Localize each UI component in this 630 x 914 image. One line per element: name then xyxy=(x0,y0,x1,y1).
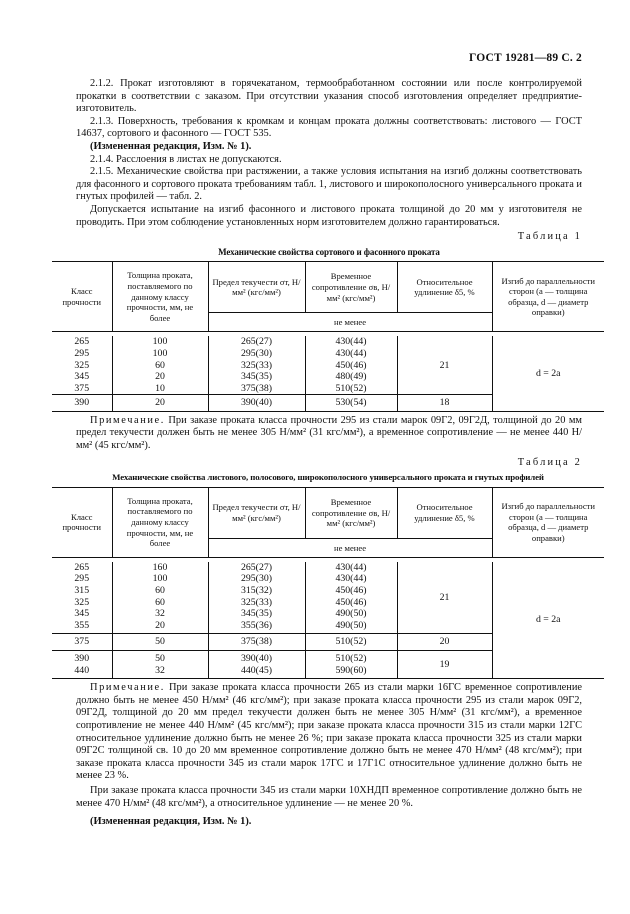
col-thickness-header: Толщина проката, поставляемого по данному классу прочности, мм, не более xyxy=(112,262,208,332)
cell-thickness: 160 xyxy=(112,562,208,574)
col-tensile-header: Временное сопротивление σв, Н/мм² (кгс/мм²) xyxy=(305,262,397,313)
cell-class: 315 xyxy=(74,585,90,597)
cell-thickness: 50 xyxy=(112,634,208,651)
cell-thickness: 32 xyxy=(112,608,208,620)
cell-thickness: 60 xyxy=(112,585,208,597)
cell-elongation: 19 xyxy=(397,651,492,679)
table-1-note xyxy=(76,415,582,453)
cell-yield: 345(35) xyxy=(208,608,305,620)
note-label: Примечание. xyxy=(90,682,165,694)
cell-tensile: 490(50) xyxy=(305,608,397,620)
cell-class: 375 xyxy=(74,636,90,648)
cell-tensile: 450(46) xyxy=(305,360,397,372)
cell-yield: 295(30) xyxy=(208,348,305,360)
cell-class: 325 xyxy=(74,596,90,608)
cell-class: 345 xyxy=(74,371,90,383)
cell-thickness: 20 xyxy=(112,620,208,634)
page-header: ГОСТ 19281—89 С. 2 xyxy=(469,52,582,64)
note-label: Примечание. xyxy=(90,414,165,426)
cell-yield: 325(33) xyxy=(208,597,305,609)
cell-class: 295 xyxy=(74,347,90,359)
col-bend-header: Изгиб до параллельности сторон (a — толщина образца, d — диаметр оправки) xyxy=(492,487,604,557)
cell-thickness: 20 xyxy=(112,395,208,412)
note-text: При заказе проката класса прочности 295 из стали марок 09Г2, 09Г2Д, толщиной до 20 мм предел текучести должен быть не менее 305 Н/мм² (31 кгс/мм²), а временное сопротивление — не менее 440 Н/мм² (45 кгс/мм²). xyxy=(76,414,582,452)
cell-yield: 265(27) xyxy=(208,336,305,348)
cell-tensile: 510(52) xyxy=(305,651,397,665)
col-elongation-header: Относительное удлинение δ5, % xyxy=(397,262,492,313)
table-row xyxy=(52,562,604,574)
cell-tensile: 590(60) xyxy=(305,665,397,679)
table-row xyxy=(52,336,604,348)
table-2-caption: Механические свойства листового, полосового, широкополосного универсального проката и гнутых профилей xyxy=(112,472,544,483)
cell-thickness: 100 xyxy=(112,348,208,360)
cell-thickness: 100 xyxy=(112,336,208,348)
cell-thickness: 10 xyxy=(112,383,208,395)
cell-thickness: 50 xyxy=(112,651,208,665)
cell-yield: 295(30) xyxy=(208,573,305,585)
cell-bend: d = 2a xyxy=(492,336,604,411)
cell-tensile: 430(44) xyxy=(305,348,397,360)
cell-yield: 325(33) xyxy=(208,360,305,372)
cell-class: 375 xyxy=(52,383,112,395)
col-yield-header: Предел текучести σт, Н/мм² (кгс/мм²) xyxy=(208,487,305,538)
table-2-number: Таблица 2 xyxy=(517,456,582,468)
table-1-caption: Механические свойства сортового и фасонного проката xyxy=(218,246,440,257)
cell-class: 265 xyxy=(74,561,90,573)
document-body xyxy=(62,78,596,829)
paragraph-2-1-5: 2.1.5. Механические свойства при растяжении, а также условия испытания на изгиб должны соответствовать для фасонного и сортового проката требованиям табл. 1, листового и широкополосного универсального проката и гнутых профилей — табл. 2. xyxy=(76,166,582,203)
cell-yield: 355(36) xyxy=(208,620,305,634)
cell-yield: 345(35) xyxy=(208,371,305,383)
cell-thickness: 60 xyxy=(112,597,208,609)
cell-tensile: 510(52) xyxy=(305,383,397,395)
cell-class: 265 xyxy=(74,336,90,348)
cell-elongation: 21 xyxy=(397,562,492,634)
cell-tensile: 480(49) xyxy=(305,371,397,383)
cell-thickness: 32 xyxy=(112,665,208,679)
amendment-note: (Измененная редакция, Изм. № 1). xyxy=(90,140,252,152)
col-yield-header: Предел текучести σт, Н/мм² (кгс/мм²) xyxy=(208,262,305,313)
cell-tensile: 450(46) xyxy=(305,585,397,597)
col-tensile-header: Временное сопротивление σв, Н/мм² (кгс/мм²) xyxy=(305,487,397,538)
paragraph-2-1-4: 2.1.4. Расслоения в листах не допускаются. xyxy=(90,153,282,165)
col-class-header: Класс прочности xyxy=(62,286,102,307)
cell-tensile: 430(44) xyxy=(305,336,397,348)
cell-bend: d = 2a xyxy=(492,562,604,679)
cell-yield: 375(38) xyxy=(208,634,305,651)
table-2-note-continued: При заказе проката класса прочности 345 из стали марки 10ХНДП временное сопротивление должно быть не менее 470 Н/мм² (48 кгс/мм²), а относительное удлинение — не менее 20 %. xyxy=(76,784,582,809)
col-class-header: Класс прочности xyxy=(62,511,102,533)
cell-yield: 390(40) xyxy=(208,651,305,665)
cell-class: 355 xyxy=(52,620,112,634)
col-bend-header: Изгиб до параллельности сторон (a — толщина образца, d — диаметр оправки) xyxy=(492,262,604,332)
cell-class: 345 xyxy=(74,608,90,620)
cell-class: 440 xyxy=(74,664,90,676)
cell-tensile: 430(44) xyxy=(305,573,397,585)
cell-tensile: 430(44) xyxy=(305,562,397,574)
not-less-label: не менее xyxy=(208,538,492,557)
cell-class: 390 xyxy=(74,397,90,409)
table-2-note xyxy=(76,682,582,783)
cell-elongation: 18 xyxy=(397,395,492,412)
cell-tensile: 490(50) xyxy=(305,620,397,634)
cell-yield: 440(45) xyxy=(208,665,305,679)
cell-tensile: 450(46) xyxy=(305,597,397,609)
cell-class: 325 xyxy=(74,359,90,371)
cell-class: 295 xyxy=(74,573,90,585)
cell-yield: 315(32) xyxy=(208,585,305,597)
cell-class: 390 xyxy=(74,653,90,664)
cell-elongation: 21 xyxy=(397,336,492,394)
cell-tensile: 530(54) xyxy=(305,395,397,412)
note-text: При заказе проката класса прочности 265 из стали марки 16ГС временное сопротивление должно быть не менее 450 Н/мм² (46 кгс/мм²); при заказе проката класса прочности 295 из стали марок 09Г2, 09Г2Д, толщиной до 20 мм предел текучести должен быть не менее 305 Н/мм² (31 кгс/мм²), а временное сопротивление не менее 440 Н/мм² (45 кгс/мм²); при заказе проката класса прочности 315 из стали марки 12ГС относительное удлинение должно быть не менее 26 %; при заказе проката класса прочности 325 из стали марки 09Г2С толщиной св. 10 до 20 мм временное сопротивление должно быть не менее 470 Н/мм² (48 кгс/мм²); при заказе проката класса прочности 345 из стали марок 17ГС и 17Г1С относительное удлинение должно быть не менее 23 %. xyxy=(76,682,582,782)
col-elongation-header: Относительное удлинение δ5, % xyxy=(397,487,492,538)
table-1-number: Таблица 1 xyxy=(517,231,582,243)
amendment-note: (Измененная редакция, Изм. № 1). xyxy=(90,816,252,828)
paragraph-2-1-3: 2.1.3. Поверхность, требования к кромкам и концам проката должны соответствовать: листового — ГОСТ 14637, сортового и фасонного — ГОСТ 535. xyxy=(76,115,582,140)
cell-yield: 375(38) xyxy=(208,383,305,395)
cell-elongation: 20 xyxy=(397,634,492,651)
cell-tensile: 510(52) xyxy=(305,634,397,651)
cell-thickness: 20 xyxy=(112,371,208,383)
cell-yield: 265(27) xyxy=(208,562,305,574)
not-less-label: не менее xyxy=(208,313,492,332)
cell-thickness: 100 xyxy=(112,573,208,585)
table-2 xyxy=(52,487,604,679)
paragraph-2-1-2: 2.1.2. Прокат изготовляют в горячекатаном, термообработанном состоянии или после контролируемой прокатки в соответствии с заказом. При отсутствии указания способ изготовления определяет предприятие-изготовитель. xyxy=(76,78,582,115)
col-thickness-header: Толщина проката, поставляемого по данному классу прочности, мм, не более xyxy=(112,487,208,557)
paragraph-2-1-5-bend: Допускается испытание на изгиб фасонного и листового проката толщиной до 20 мм у изготовителя не проводить. При этом соблюдение установленных норм изготовителем должно гарантироваться. xyxy=(76,203,582,228)
cell-yield: 390(40) xyxy=(208,395,305,412)
table-1 xyxy=(52,261,604,412)
cell-thickness: 60 xyxy=(112,360,208,372)
